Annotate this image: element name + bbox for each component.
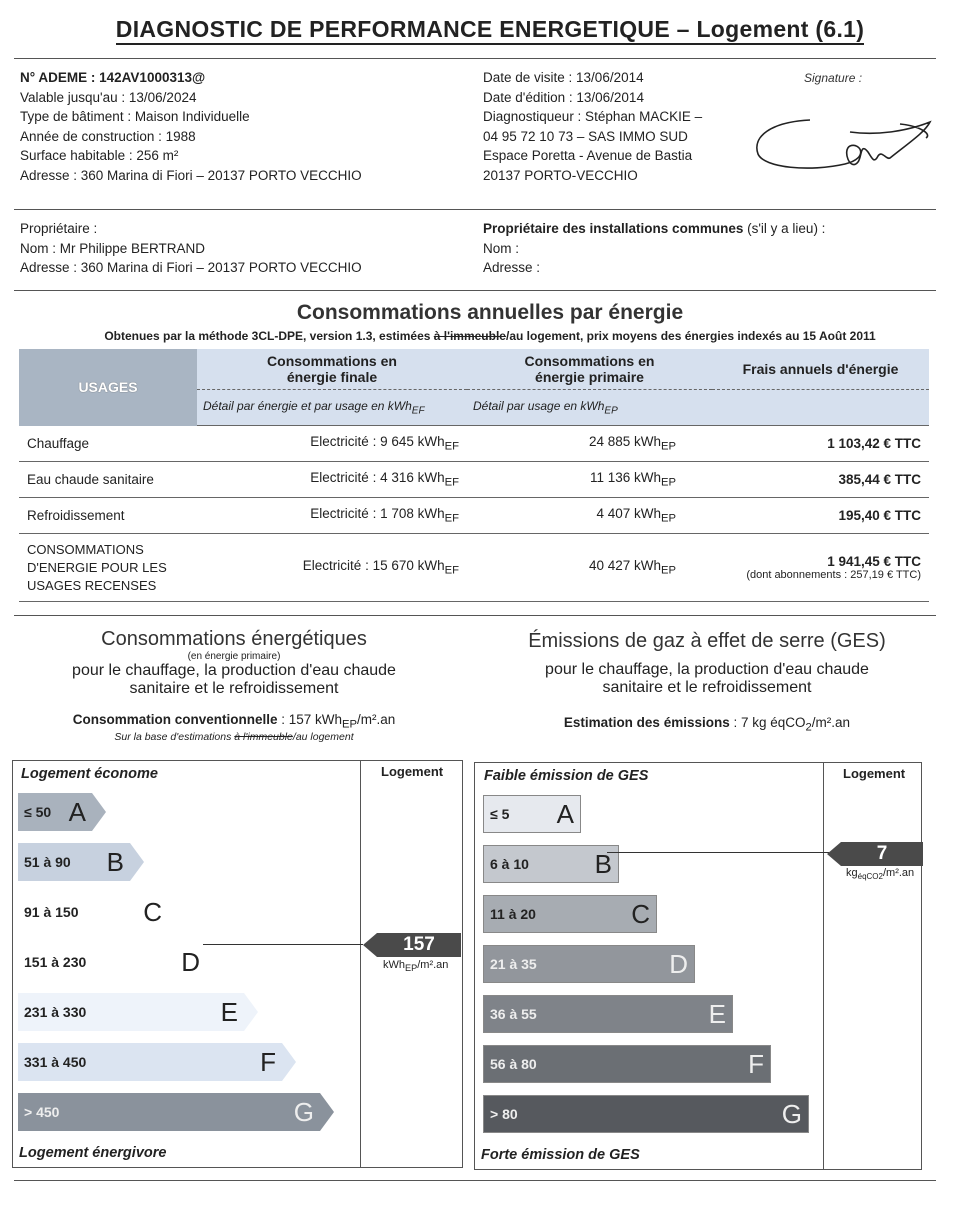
diagnostician-line-3: Espace Poretta - Avenue de Bastia [483, 148, 693, 164]
ges-title: Émissions de gaz à effet de serre (GES) [528, 630, 886, 652]
divider [14, 290, 936, 291]
ges-sub-1: pour le chauffage, la production d'eau chaude [545, 661, 869, 678]
energy-title: Consommations énergétiques [101, 628, 367, 650]
energy-sub-1: pour le chauffage, la production d'eau chaude [72, 662, 396, 679]
conso-subtitle: Obtenues par la méthode 3CL-DPE, version 1.3, estimées à l'immeuble/au logement, prix moyens des énergies indexés au 15 Août 2011 [104, 329, 876, 343]
edition-date: Date d'édition : 13/06/2014 [483, 89, 644, 105]
ges-class-a [483, 795, 581, 833]
energy-class-range: 231 à 330 [24, 1004, 87, 1020]
table-row [19, 498, 929, 534]
page-title [0, 16, 980, 43]
energy-pointer-line [203, 944, 363, 945]
table-header-row [19, 349, 929, 390]
ges-sub-2: sanitaire et le refroidissement [602, 679, 812, 696]
energy-basis: Sur la base d'estimations à l'immeuble/au logement [114, 730, 354, 743]
ges-class-d [483, 945, 695, 983]
final-cell: Electricité : 1 708 kWh$_{EF}$ [197, 498, 467, 534]
diagnostician-line-1: Diagnostiqueur : Stéphan MACKIE – [483, 109, 703, 125]
total-usage-cell: CONSOMMATIONS D'ENERGIE POUR LES USAGES RECENSES [19, 534, 197, 602]
energy-class-letter: B [106, 846, 124, 877]
usage-cell: Refroidissement [19, 498, 197, 534]
owner-name: Nom : Mr Philippe BERTRAND [20, 240, 206, 256]
signature-label: Signature : [804, 71, 863, 85]
energy-class-g [18, 1093, 334, 1131]
owner-label: Propriétaire : [20, 221, 98, 236]
ges-class-range: 6 à 10 [490, 856, 529, 872]
building-type: Type de bâtiment : Maison Individuelle [20, 109, 250, 125]
ges-class-letter: G [781, 1098, 802, 1129]
panel-separator [823, 763, 824, 1169]
energy-col-label: Logement [381, 764, 444, 779]
common-owner-name: Nom : [483, 240, 520, 256]
table-row [19, 462, 929, 498]
ges-class-b [483, 845, 619, 883]
energy-class-f [18, 1043, 296, 1081]
final-cell: Electricité : 9 645 kWh$_{EF}$ [197, 426, 467, 462]
ges-class-letter: D [669, 948, 688, 979]
energy-class-e [18, 993, 258, 1031]
panel-separator [360, 761, 361, 1167]
ges-class-f [483, 1045, 771, 1083]
energy-header [14, 628, 454, 743]
energy-class-range: ≤ 50 [24, 804, 52, 820]
cost-cell: 385,44 € TTC [712, 462, 929, 498]
diagnosis-info [483, 68, 753, 186]
energy-class-d [18, 943, 220, 981]
col-annual-cost: Frais annuels d'énergie [712, 349, 929, 390]
ges-class-e [483, 995, 733, 1033]
ges-header [472, 630, 942, 734]
ademe-number: N° ADEME : 142AV1000313@ [20, 70, 206, 85]
ges-class-range: ≤ 5 [490, 806, 510, 822]
energy-top-label: Logement économe [21, 766, 158, 782]
ges-class-letter: B [594, 848, 612, 879]
common-owner-label: Propriétaire des installations communes (s'il y a lieu) : [483, 221, 826, 236]
signature-icon [750, 102, 940, 182]
energy-class-range: > 450 [24, 1104, 60, 1120]
table-total-row [19, 534, 929, 602]
primary-cell: 11 136 kWh$_{EP}$ [467, 462, 712, 498]
energy-class-range: 91 à 150 [24, 904, 79, 920]
col-final-energy: Consommations en énergie finale [197, 349, 467, 390]
ges-class-letter: A [556, 798, 574, 829]
energy-marker-unit: kWh$_{EP}$/m².an [383, 959, 449, 974]
energy-class-letter: G [293, 1096, 314, 1127]
owner-info [20, 219, 470, 278]
construction-year: Année de construction : 1988 [20, 128, 196, 144]
energy-bottom-label: Logement énergivore [19, 1145, 167, 1161]
common-owner-address: Adresse : [483, 260, 541, 276]
divider [14, 58, 936, 59]
ges-pointer-line [607, 852, 829, 853]
cost-cell: 1 103,42 € TTC [712, 426, 929, 462]
total-primary-cell: 40 427 kWh$_{EP}$ [467, 534, 712, 602]
detail-final: Détail par énergie et par usage en kWh$_{EF}$ [197, 390, 467, 426]
table-row [19, 426, 929, 462]
ges-class-range: 11 à 20 [490, 906, 536, 922]
living-surface: Surface habitable : 256 m² [20, 148, 179, 164]
energy-class-letter: C [143, 896, 162, 927]
energy-class-b [18, 843, 144, 881]
energy-class-c [18, 893, 182, 931]
ges-estimate: Estimation des émissions : 7 kg éqCO$_2$/m².an [563, 715, 851, 734]
energy-class-letter: E [220, 996, 238, 1027]
energy-class-range: 51 à 90 [24, 854, 71, 870]
col-usages: USAGES [19, 349, 197, 426]
energy-marker [363, 933, 461, 957]
divider [14, 1180, 936, 1181]
final-cell: Electricité : 4 316 kWh$_{EF}$ [197, 462, 467, 498]
ges-marker-unit: $kg_{éqCO2}/m^2.an$ [846, 867, 915, 882]
energy-label-panel [12, 760, 463, 1168]
building-info [20, 68, 470, 186]
total-cost-cell: 1 941,45 € TTC (dont abonnements : 257,19 € TTC) [712, 534, 929, 602]
energy-class-letter: D [181, 946, 200, 977]
ges-marker [827, 842, 923, 866]
energy-small-note: (en énergie primaire) [187, 651, 281, 662]
energy-class-range: 331 à 450 [24, 1054, 87, 1070]
energy-class-letter: F [260, 1046, 276, 1077]
diagnostician-line-2: 04 95 72 10 73 – SAS IMMO SUD [483, 128, 688, 144]
usage-cell: Chauffage [19, 426, 197, 462]
energy-class-a [18, 793, 106, 831]
energy-class-range: 151 à 230 [24, 954, 87, 970]
usage-cell: Eau chaude sanitaire [19, 462, 197, 498]
ges-class-c [483, 895, 657, 933]
energy-marker-value: 157 [377, 933, 461, 957]
detail-primary: Détail par usage en kWh$_{EP}$ [467, 390, 712, 426]
ges-bottom-label: Forte émission de GES [481, 1147, 640, 1163]
ges-class-range: > 80 [490, 1106, 518, 1122]
divider [14, 209, 936, 210]
ges-class-range: 56 à 80 [490, 1056, 537, 1072]
detail-cost [712, 390, 929, 426]
divider [14, 615, 936, 616]
ges-class-letter: F [748, 1048, 764, 1079]
page-title-text: DIAGNOSTIC DE PERFORMANCE ENERGETIQUE – Logement (6.1) [116, 16, 864, 45]
ges-class-letter: C [631, 898, 650, 929]
ges-col-label: Logement [843, 766, 906, 781]
valid-until: Valable jusqu'au : 13/06/2024 [20, 89, 197, 105]
common-owner-info [483, 219, 933, 278]
visit-date: Date de visite : 13/06/2014 [483, 70, 644, 85]
consumption-table [19, 349, 929, 602]
conso-title: Consommations annuelles par énergie [296, 301, 684, 324]
primary-cell: 24 885 kWh$_{EP}$ [467, 426, 712, 462]
ges-label-panel [474, 762, 922, 1170]
energy-conv: Consommation conventionnelle : 157 kWh$_{EP}$/m².an [72, 712, 396, 731]
cost-cell: 195,40 € TTC [712, 498, 929, 534]
diagnostician-line-4: 20137 PORTO-VECCHIO [483, 167, 638, 183]
primary-cell: 4 407 kWh$_{EP}$ [467, 498, 712, 534]
ges-class-range: 36 à 55 [490, 1006, 537, 1022]
building-address: Adresse : 360 Marina di Fiori – 20137 PORTO VECCHIO [20, 167, 362, 183]
ges-class-range: 21 à 35 [490, 956, 537, 972]
owner-address: Adresse : 360 Marina di Fiori – 20137 PORTO VECCHIO [20, 260, 362, 276]
ges-class-letter: E [708, 998, 726, 1029]
energy-sub-2: sanitaire et le refroidissement [129, 680, 339, 697]
ges-top-label: Faible émission de GES [484, 768, 649, 784]
ges-marker-value: 7 [841, 842, 923, 866]
energy-class-letter: A [68, 796, 86, 827]
total-final-cell: Electricité : 15 670 kWh$_{EF}$ [197, 534, 467, 602]
ges-class-g [483, 1095, 809, 1133]
col-primary-energy: Consommations en énergie primaire [467, 349, 712, 390]
